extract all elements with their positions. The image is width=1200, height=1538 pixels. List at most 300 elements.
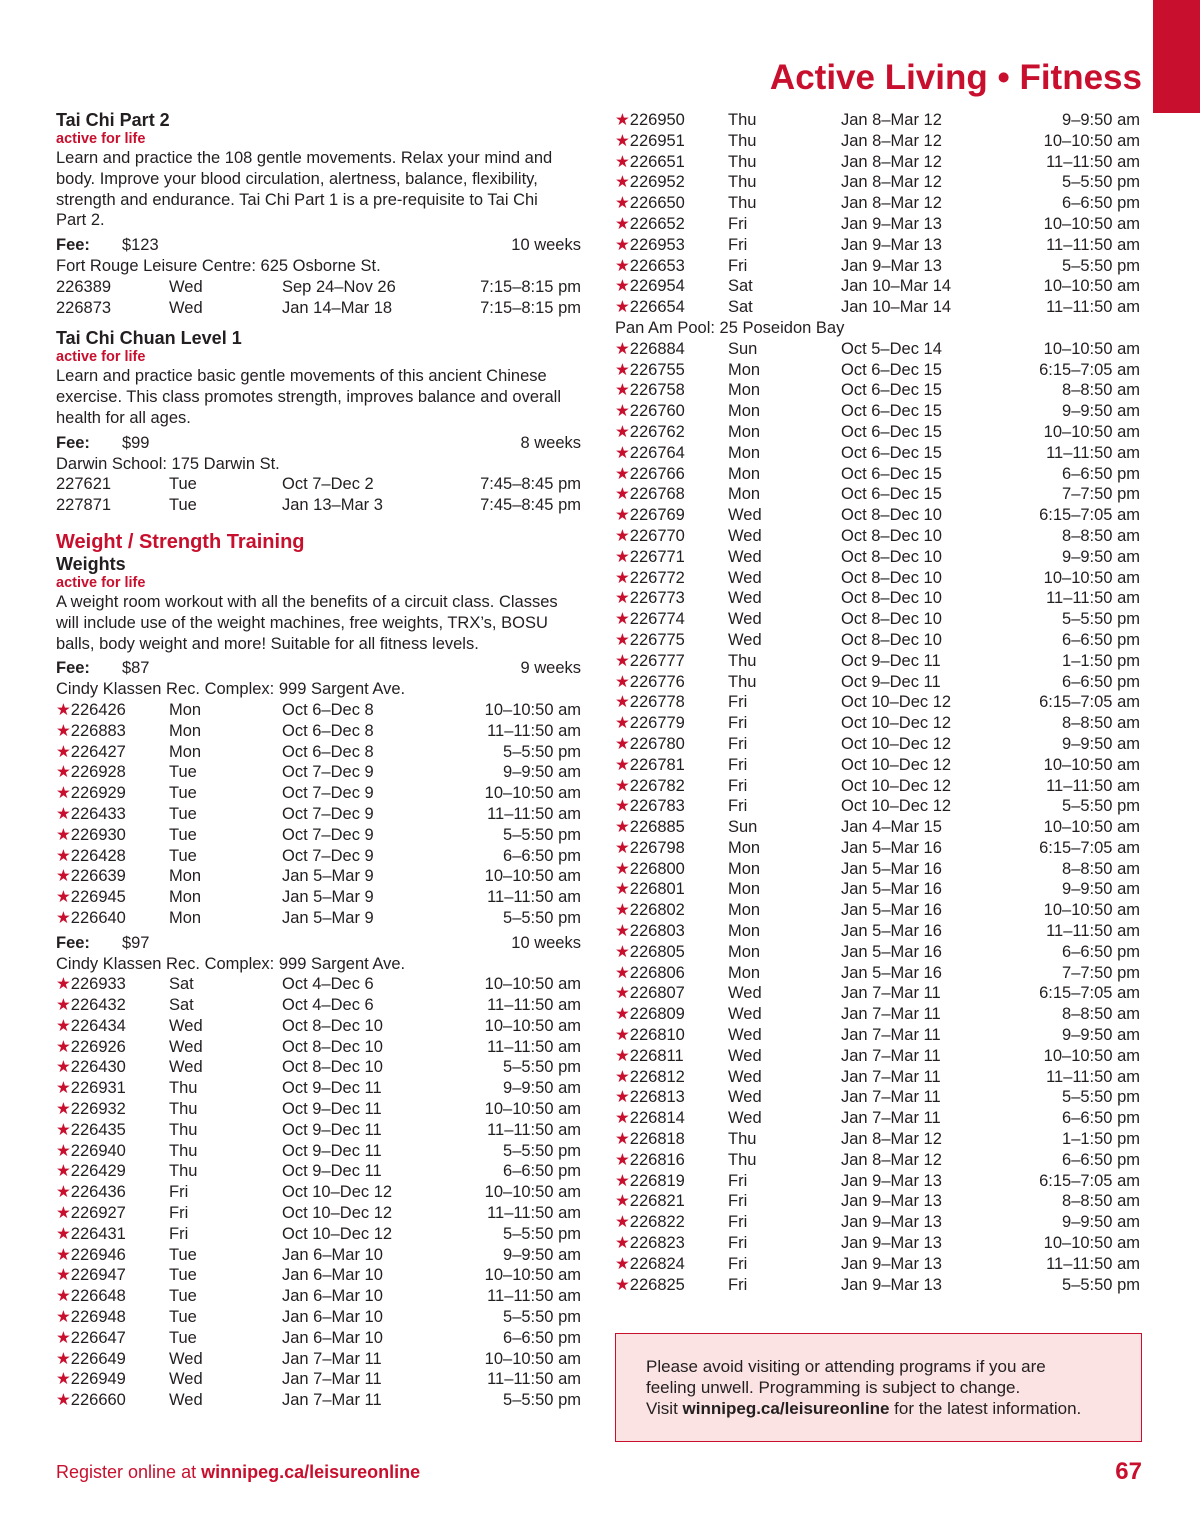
course-code: ★226772: [615, 568, 685, 587]
course-time: 7:45–8:45 pm: [480, 496, 581, 515]
course-code: ★226932: [56, 1100, 126, 1119]
course-code: ★226801: [615, 880, 685, 899]
course-day: Mon: [728, 485, 761, 504]
notice-text: for the latest information.: [889, 1399, 1082, 1418]
course-time: 6:15–7:05 am: [1039, 693, 1140, 712]
schedule-row: [615, 297, 1140, 318]
star-icon: ★: [56, 784, 71, 803]
schedule-row: [615, 172, 1140, 193]
schedule-row: [615, 1067, 1140, 1088]
course-code: 226389: [56, 277, 112, 296]
course-day: Fri: [728, 1234, 748, 1253]
course-day: Thu: [728, 672, 757, 691]
course-time: 7:15–8:15 pm: [480, 298, 581, 317]
section-title: Weight / Strength Training: [56, 530, 305, 553]
course-dates: Oct 4–Dec 6: [282, 975, 374, 994]
course-code: ★226931: [56, 1079, 126, 1098]
course-time: 10–10:50 am: [484, 1266, 581, 1285]
schedule-row: [615, 796, 1140, 817]
schedule-row: [615, 1275, 1140, 1296]
course-code: ★226771: [615, 547, 685, 566]
course-code: ★226885: [615, 818, 685, 837]
course-dates: Jan 5–Mar 16: [841, 859, 942, 878]
course-code: ★226647: [56, 1328, 126, 1347]
course-dates: Jan 4–Mar 15: [841, 818, 942, 837]
left-column: [56, 110, 581, 1411]
course-dates: Jan 14–Mar 18: [282, 298, 393, 317]
course-day: Fri: [728, 776, 748, 795]
course-time: 11–11:50 am: [487, 888, 581, 907]
star-icon: ★: [615, 1067, 630, 1086]
course-code: ★226781: [615, 755, 685, 774]
course-dates: Jan 6–Mar 10: [282, 1287, 383, 1306]
course-time: 6:15–7:05 am: [1039, 360, 1140, 379]
course-dates: Jan 8–Mar 12: [841, 1130, 942, 1149]
fee-amount: $97: [121, 933, 150, 952]
course-day: Tue: [169, 1308, 197, 1327]
course-time: 5–5:50 pm: [503, 742, 581, 761]
course-code: ★226427: [56, 742, 126, 761]
course-dates: Oct 8–Dec 10: [282, 1016, 383, 1035]
location: Darwin School: 175 Darwin St.: [56, 454, 280, 473]
notice-text: Visit: [646, 1399, 683, 1418]
course-dates: Jan 9–Mar 13: [841, 1275, 942, 1294]
course-code: 226873: [56, 298, 112, 317]
course-code: ★226928: [56, 763, 126, 782]
course-day: Wed: [169, 1016, 203, 1035]
course-time: 10–10:50 am: [484, 784, 581, 803]
schedule-row: [615, 630, 1140, 651]
schedule-row: [615, 464, 1140, 485]
course-code: ★226952: [615, 173, 685, 192]
right-column: [615, 110, 1140, 1295]
fee-duration: 8 weeks: [520, 433, 581, 452]
course-code: ★226805: [615, 942, 685, 961]
star-icon: ★: [615, 422, 630, 441]
star-icon: ★: [615, 755, 630, 774]
star-icon: ★: [56, 1058, 71, 1077]
accent-tab: [1153, 0, 1200, 113]
page-title: Active Living • Fitness: [769, 58, 1142, 97]
course-code: ★226428: [56, 846, 126, 865]
course-code: ★226818: [615, 1130, 685, 1149]
course-time: 9–9:50 am: [503, 763, 581, 782]
fee-line: [56, 433, 581, 454]
course-time: 5–5:50 pm: [503, 1141, 581, 1160]
schedule-row: [56, 1141, 581, 1162]
course-day: Sat: [169, 975, 194, 994]
course-time: 10–10:50 am: [1043, 131, 1140, 150]
course-day: Thu: [169, 1120, 198, 1139]
schedule-row: [615, 983, 1140, 1004]
description-line: will include use of the weight machines, free weights, TRX’s, BOSU: [56, 613, 548, 632]
course-time: 10–10:50 am: [1043, 568, 1140, 587]
course-time: 10–10:50 am: [1043, 1234, 1140, 1253]
course-time: 9–9:50 am: [1062, 111, 1140, 129]
notice-link[interactable]: winnipeg.ca/leisureonline: [682, 1399, 890, 1418]
course-time: 6–6:50 pm: [503, 1162, 581, 1181]
course-day: Tue: [169, 763, 197, 782]
course-day: Fri: [169, 1204, 189, 1223]
schedule-row: [615, 1129, 1140, 1150]
star-icon: ★: [615, 1254, 630, 1273]
course-code: ★226431: [56, 1224, 126, 1243]
schedule-row: [615, 963, 1140, 984]
course-dates: Oct 7–Dec 9: [282, 804, 374, 823]
course-dates: Jan 7–Mar 11: [841, 1109, 941, 1128]
course-code: ★226812: [615, 1067, 685, 1086]
course-dates: Oct 10–Dec 12: [841, 714, 952, 733]
notice-box: [615, 1333, 1142, 1442]
course-time: 6–6:50 pm: [1062, 1109, 1140, 1128]
course-dates: Jan 9–Mar 13: [841, 235, 942, 254]
program-tag: active for life: [56, 131, 146, 147]
star-icon: ★: [615, 1088, 630, 1107]
schedule-table: [56, 974, 581, 1411]
course-time: 9–9:50 am: [1062, 734, 1140, 753]
course-time: 11–11:50 am: [487, 804, 581, 823]
star-icon: ★: [615, 984, 630, 1003]
description-line: strength and endurance. Tai Chi Part 1 is a pre-requisite to Tai Chi: [56, 190, 538, 209]
schedule-row: [615, 193, 1140, 214]
star-icon: ★: [615, 922, 630, 941]
course-time: 11–11:50 am: [1046, 589, 1140, 608]
course-code: ★226433: [56, 804, 126, 823]
star-icon: ★: [56, 700, 71, 719]
course-time: 5–5:50 pm: [503, 1391, 581, 1410]
location: Cindy Klassen Rec. Complex: 999 Sargent Ave.: [56, 680, 406, 699]
star-icon: ★: [615, 298, 630, 317]
course-code: ★226810: [615, 1026, 685, 1045]
footer-register: [56, 1462, 420, 1483]
course-day: Fri: [728, 734, 748, 753]
schedule-row: [56, 1203, 581, 1224]
footer-text: Register online at: [56, 1462, 202, 1482]
star-icon: ★: [615, 402, 630, 421]
course-time: 7:45–8:45 pm: [480, 475, 581, 494]
course-day: Mon: [169, 908, 202, 927]
course-day: Mon: [169, 867, 202, 886]
schedule-row: [615, 214, 1140, 235]
location: Fort Rouge Leisure Centre: 625 Osborne St.: [56, 256, 381, 275]
star-icon: ★: [615, 672, 630, 691]
course-time: 5–5:50 pm: [503, 1308, 581, 1327]
program-tai-chi-part-2: [56, 110, 581, 318]
schedule-row: [56, 866, 581, 887]
course-time: 11–11:50 am: [1046, 298, 1140, 317]
course-day: Mon: [169, 700, 202, 719]
course-code: ★226769: [615, 506, 685, 525]
course-time: 11–11:50 am: [487, 1204, 581, 1223]
star-icon: ★: [615, 381, 630, 400]
course-day: Wed: [728, 1005, 762, 1024]
course-day: Mon: [728, 360, 761, 379]
course-code: ★226660: [56, 1391, 126, 1410]
course-dates: Oct 10–Dec 12: [841, 693, 952, 712]
description-line: Part 2.: [56, 211, 105, 230]
schedule-table: [615, 110, 1140, 318]
course-time: 6:15–7:05 am: [1039, 506, 1140, 525]
course-dates: Jan 5–Mar 9: [282, 888, 374, 907]
course-time: 11–11:50 am: [487, 721, 581, 740]
star-icon: ★: [615, 630, 630, 649]
course-day: Mon: [728, 963, 761, 982]
course-time: 10–10:50 am: [484, 867, 581, 886]
course-dates: Sep 24–Nov 26: [282, 277, 396, 296]
course-code: ★226811: [615, 1046, 684, 1065]
program-description: [56, 148, 581, 231]
location: Pan Am Pool: 25 Poseidon Bay: [615, 318, 845, 337]
course-time: 7–7:50 pm: [1062, 485, 1140, 504]
star-icon: ★: [615, 651, 630, 670]
schedule-table: [56, 474, 581, 516]
course-code: ★226821: [615, 1192, 685, 1211]
course-dates: Jan 9–Mar 13: [841, 1234, 942, 1253]
fee-amount: $123: [121, 236, 159, 255]
course-dates: Jan 5–Mar 16: [841, 838, 942, 857]
course-code: ★226436: [56, 1183, 126, 1202]
course-dates: Jan 5–Mar 16: [841, 880, 942, 899]
course-dates: Oct 6–Dec 15: [841, 360, 942, 379]
course-day: Thu: [728, 651, 757, 670]
course-code: ★226813: [615, 1088, 685, 1107]
course-code: ★226782: [615, 776, 685, 795]
course-code: ★226429: [56, 1162, 126, 1181]
course-code: ★226822: [615, 1213, 685, 1232]
star-icon: ★: [615, 1171, 630, 1190]
program-title: Tai Chi Part 2: [56, 110, 170, 130]
schedule-row: [615, 1087, 1140, 1108]
fee-line: [56, 235, 581, 256]
schedule-table: [56, 277, 581, 319]
course-day: Mon: [728, 381, 761, 400]
course-time: 5–5:50 pm: [503, 908, 581, 927]
course-day: Mon: [728, 942, 761, 961]
star-icon: ★: [615, 1275, 630, 1294]
schedule-row: [615, 588, 1140, 609]
course-dates: Oct 10–Dec 12: [282, 1183, 393, 1202]
schedule-row: [56, 783, 581, 804]
schedule-row: [615, 651, 1140, 672]
course-time: 11–11:50 am: [1046, 922, 1140, 941]
star-icon: ★: [615, 693, 630, 712]
course-code: ★226884: [615, 339, 685, 358]
course-day: Thu: [169, 1100, 198, 1119]
course-day: Mon: [728, 464, 761, 483]
course-day: Fri: [728, 256, 748, 275]
course-day: Thu: [728, 131, 757, 150]
course-day: Tue: [169, 804, 197, 823]
course-time: 10–10:50 am: [484, 1349, 581, 1368]
course-dates: Jan 5–Mar 16: [841, 901, 942, 920]
course-dates: Jan 5–Mar 16: [841, 922, 942, 941]
star-icon: ★: [56, 1100, 71, 1119]
schedule-row: [56, 1161, 581, 1182]
course-code: ★226776: [615, 672, 685, 691]
course-time: 5–5:50 pm: [1062, 797, 1140, 816]
course-dates: Oct 9–Dec 11: [841, 651, 941, 670]
star-icon: ★: [56, 1141, 71, 1160]
course-day: Fri: [728, 1275, 748, 1294]
course-dates: Oct 6–Dec 8: [282, 721, 374, 740]
star-icon: ★: [56, 908, 71, 927]
course-dates: Jan 8–Mar 12: [841, 173, 942, 192]
course-code: ★226758: [615, 381, 685, 400]
course-code: ★226951: [615, 131, 685, 150]
schedule-row: [615, 609, 1140, 630]
course-day: Tue: [169, 846, 197, 865]
course-time: 10–10:50 am: [484, 1100, 581, 1119]
course-dates: Oct 9–Dec 11: [282, 1100, 382, 1119]
program-weights: [56, 554, 581, 1411]
course-day: Tue: [169, 784, 197, 803]
course-time: 9–9:50 am: [1062, 880, 1140, 899]
course-dates: Jan 9–Mar 13: [841, 1254, 942, 1273]
fee-line: [56, 933, 581, 954]
course-day: Mon: [728, 402, 761, 421]
star-icon: ★: [56, 1183, 71, 1202]
course-dates: Oct 8–Dec 10: [841, 589, 942, 608]
course-day: Fri: [728, 693, 748, 712]
course-code: ★226764: [615, 443, 685, 462]
schedule-row: [615, 776, 1140, 797]
course-day: Tue: [169, 1245, 197, 1264]
course-dates: Jan 9–Mar 13: [841, 1213, 942, 1232]
footer-link[interactable]: winnipeg.ca/leisureonline: [201, 1462, 421, 1482]
course-dates: Jan 7–Mar 11: [282, 1349, 382, 1368]
schedule-row: [615, 817, 1140, 838]
schedule-row: [56, 1099, 581, 1120]
course-day: Fri: [728, 1254, 748, 1273]
star-icon: ★: [615, 526, 630, 545]
course-time: 10–10:50 am: [1043, 339, 1140, 358]
schedule-row: [615, 568, 1140, 589]
schedule-row: [615, 276, 1140, 297]
course-dates: Oct 5–Dec 14: [841, 339, 942, 358]
schedule-row: [56, 700, 581, 721]
course-dates: Jan 10–Mar 14: [841, 277, 952, 296]
course-time: 6–6:50 pm: [503, 846, 581, 865]
star-icon: ★: [615, 131, 630, 150]
description-line: Learn and practice the 108 gentle movements. Relax your mind and: [56, 149, 553, 167]
course-code: ★226953: [615, 235, 685, 254]
course-time: 11–11:50 am: [1046, 443, 1140, 462]
schedule-row: [56, 298, 581, 319]
course-time: 5–5:50 pm: [503, 825, 581, 844]
schedule-row: [615, 1108, 1140, 1129]
course-time: 11–11:50 am: [487, 996, 581, 1015]
course-time: 8–8:50 am: [1062, 1192, 1140, 1211]
description-line: body. Improve your blood circulation, alertness, balance, flexibility,: [56, 169, 538, 188]
course-code: ★226777: [615, 651, 685, 670]
fee-label: Fee:: [56, 659, 90, 678]
course-code: ★226654: [615, 298, 685, 317]
course-dates: Oct 10–Dec 12: [841, 755, 952, 774]
fee-label: Fee:: [56, 236, 90, 255]
course-time: 9–9:50 am: [1062, 547, 1140, 566]
star-icon: ★: [615, 1026, 630, 1045]
course-day: Mon: [169, 888, 202, 907]
course-day: Wed: [728, 547, 762, 566]
course-time: 6–6:50 pm: [1062, 194, 1140, 213]
course-dates: Jan 7–Mar 11: [841, 1046, 941, 1065]
star-icon: ★: [56, 846, 71, 865]
schedule-row: [56, 846, 581, 867]
star-icon: ★: [615, 277, 630, 296]
course-code: ★226825: [615, 1275, 685, 1294]
star-icon: ★: [615, 443, 630, 462]
star-icon: ★: [56, 1162, 71, 1181]
star-icon: ★: [615, 797, 630, 816]
course-dates: Oct 6–Dec 15: [841, 402, 942, 421]
star-icon: ★: [56, 1349, 71, 1368]
schedule-row: [615, 526, 1140, 547]
course-day: Thu: [169, 1162, 198, 1181]
course-dates: Jan 8–Mar 12: [841, 1150, 942, 1169]
schedule-row: [615, 1046, 1140, 1067]
course-code: ★226640: [56, 908, 126, 927]
star-icon: ★: [615, 235, 630, 254]
course-code: ★226809: [615, 1005, 685, 1024]
schedule-row: [56, 1245, 581, 1266]
schedule-row: [615, 1254, 1140, 1275]
course-code: ★226883: [56, 721, 126, 740]
star-icon: ★: [56, 867, 71, 886]
course-day: Mon: [728, 422, 761, 441]
course-time: 11–11:50 am: [487, 1037, 581, 1056]
course-time: 11–11:50 am: [1046, 1067, 1140, 1086]
course-day: Wed: [728, 526, 762, 545]
description-line: Learn and practice basic gentle movements of this ancient Chinese: [56, 367, 547, 386]
course-dates: Oct 8–Dec 10: [841, 547, 942, 566]
course-code: ★226760: [615, 402, 685, 421]
schedule-row: [615, 1025, 1140, 1046]
course-time: 10–10:50 am: [1043, 901, 1140, 920]
schedule-row: [615, 1004, 1140, 1025]
schedule-row: [615, 838, 1140, 859]
course-dates: Jan 7–Mar 11: [282, 1370, 382, 1389]
course-day: Wed: [169, 1391, 203, 1410]
course-time: 5–5:50 pm: [1062, 173, 1140, 192]
star-icon: ★: [56, 1328, 71, 1347]
course-dates: Jan 7–Mar 11: [841, 1026, 941, 1045]
course-time: 1–1:50 pm: [1062, 1130, 1140, 1149]
schedule-table: [56, 700, 581, 929]
course-day: Fri: [728, 214, 748, 233]
course-dates: Jan 7–Mar 11: [841, 984, 941, 1003]
star-icon: ★: [615, 818, 630, 837]
course-dates: Jan 9–Mar 13: [841, 1171, 942, 1190]
course-day: Wed: [728, 1067, 762, 1086]
course-day: Mon: [728, 922, 761, 941]
course-dates: Oct 10–Dec 12: [282, 1224, 393, 1243]
program-tag: active for life: [56, 574, 146, 591]
schedule-row: [615, 1150, 1140, 1171]
notice-line: [646, 1398, 1111, 1419]
course-day: Tue: [169, 1266, 197, 1285]
course-dates: Jan 5–Mar 9: [282, 867, 374, 886]
course-day: Wed: [169, 1058, 203, 1077]
course-time: 10–10:50 am: [484, 1183, 581, 1202]
course-code: ★226755: [615, 360, 685, 379]
schedule-row: [56, 474, 581, 495]
course-day: Thu: [169, 1079, 198, 1098]
course-time: 11–11:50 am: [487, 1287, 581, 1306]
course-day: Mon: [728, 443, 761, 462]
course-dates: Oct 6–Dec 15: [841, 381, 942, 400]
course-day: Wed: [728, 1046, 762, 1065]
course-code: ★226802: [615, 901, 685, 920]
